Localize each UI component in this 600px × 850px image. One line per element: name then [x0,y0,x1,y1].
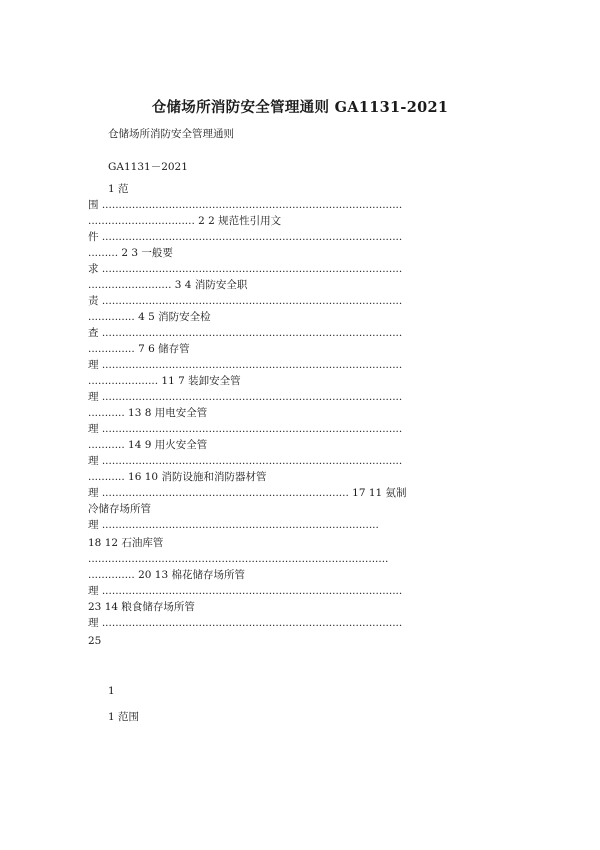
toc-line: 理 .......................................................................... 17 11 氨制 [88,487,407,499]
toc-line: 理 .......................................................................................... [88,585,403,597]
toc-line: 理 .......................................................................................... [88,359,403,371]
toc-line: 责 .......................................................................................... [88,295,403,307]
toc-line: 围 .......................................................................................... [88,199,403,211]
toc-line: 理 .......................................................................................... [88,423,403,435]
toc-line: ........... 13 8 用电安全管 [88,407,208,419]
toc-line: 件 .......................................................................................... [88,231,403,243]
toc-line: ........... 16 10 消防设施和消防器材管 [88,471,267,483]
toc-line: .......................................................................................... [88,553,389,565]
document-code: GA1131－2021 [108,161,188,173]
toc-line: 冷储存场所管 [88,503,151,515]
document-subtitle: 仓储场所消防安全管理通则 [108,128,234,140]
toc-line: 理 .......................................................................................... [88,391,403,403]
toc-line: 18 12 石油库管 [88,537,164,549]
toc-line: .............. 7 6 储存管 [88,343,190,355]
page-number: 1 [108,685,115,697]
toc-line: ..................... 11 7 装卸安全管 [88,375,241,387]
toc-line: 理 .......................................................................................... [88,617,403,629]
page-title: 仓储场所消防安全管理通则 GA1131-2021 [151,99,449,116]
toc-line: 1 范 [108,183,129,195]
toc-line: ................................ 2 2 规范性引用文 [88,215,282,227]
toc-line: ......................... 3 4 消防安全职 [88,279,248,291]
section-heading: 1 范围 [108,711,140,723]
toc-line: 查 .......................................................................................... [88,327,403,339]
toc-line: 理 ................................................................................... [88,519,379,531]
toc-line: 25 [88,635,102,647]
toc-line: 理 .......................................................................................... [88,455,403,467]
toc-line: 23 14 粮食储存场所管 [88,601,195,613]
toc-line: .............. 4 5 消防安全检 [88,311,211,323]
toc-line: ........... 14 9 用火安全管 [88,439,208,451]
toc-line: ......... 2 3 一般要 [88,247,173,259]
toc-line: .............. 20 13 棉花储存场所管 [88,569,245,581]
toc-line: 求 .......................................................................................... [88,263,403,275]
